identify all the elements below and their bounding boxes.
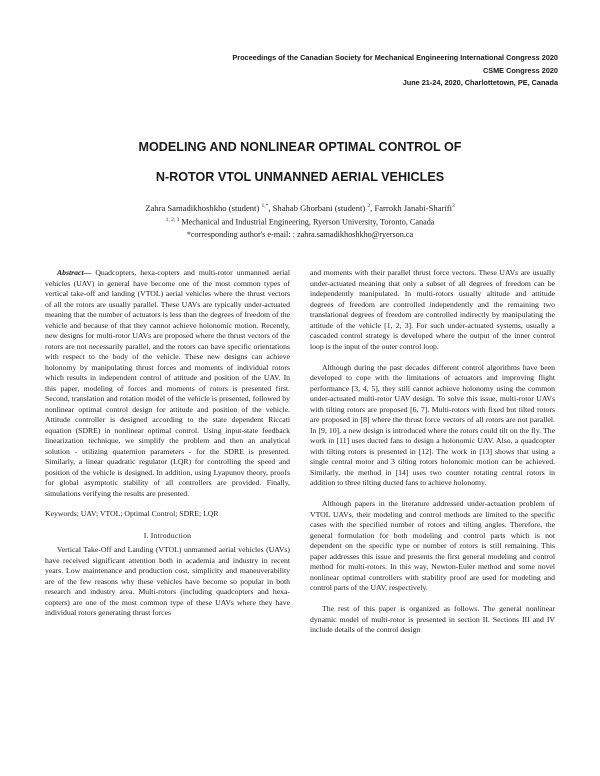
affiliation-sup: 1, 2, 3 bbox=[165, 216, 180, 223]
date-location-line: June 21-24, 2020, Charlottetown, PE, Canada bbox=[402, 78, 558, 88]
corresponding-email: *corresponding author's e-mail: : zahra.samadikhoshkho@ryerson.ca bbox=[186, 229, 414, 239]
author-1-sup: 1,* bbox=[261, 203, 269, 209]
title-line-2: N-ROTOR VTOL UNMANNED AERIAL VEHICLES bbox=[155, 170, 445, 184]
proceedings-header bbox=[158, 52, 558, 90]
section-heading-introduction: I. Introduction bbox=[143, 530, 192, 540]
keywords: Keywords; UAV; VTOL; Optimal Control; SDRE; LQR bbox=[45, 509, 219, 518]
right-paragraph-1: and moments with their parallel thrust force vectors. These UAVs are usually under-actuated meaning that only a subset of all degrees of freedom can be independently manipulated. In multi-rotors usually altitude and attitude degrees of freedom are controlled independently and the remaining two translational degrees of freedom are controlled indirectly by manipulating the attitude of the vehicle [1, 2, 3]. For such under-actuated systems, usually a cascaded control strategy is developed where the output of the inner control loop is the input of the outer control loop. bbox=[310, 268, 555, 351]
abstract bbox=[45, 268, 290, 499]
author-2-sup: 2 bbox=[367, 203, 371, 209]
author-3: , Farrokh Janabi-Sharifi bbox=[370, 202, 453, 213]
abstract-text: Quadcopters, hexa-copters and multi-rotor unmanned aerial vehicles (UAV) in general have become one of the most common types of vertical take-off and landing (VTOL) aerial vehicles where the thrust vectors of all the rotors are usually parallel. These UAVs are typically under-actuated meaning that the number of actuators is less than the degrees of freedom of the vehicle and because of that they cannot achieve holonomic motion. Recently, new designs for multi-rotor UAVs are proposed where the thrust vectors of the rotors are not necessarily parallel, and the rotors can have specific orientations with respect to the body of the vehicle. These new designs can achieve holonomy by manipulating thrust forces and moments of individual rotors which results in independent control of attitude and position of the UAV. In this paper, modeling of forces and moments of rotors is presented first. Second, translation and rotation model of the vehicle is presented, followed by nonlinear optimal control design for attitude and position of the vehicle. Attitude controller is designed according to the state dependent Riccati equation (SDRE) in nonlinear optimal control. Using input-state feedback linearization technique, we simplify the problem and then an analytical solution - utilizing quaternion parameters - for the SDRE is presented. Similarly, a linear quadratic regulator (LQR) for controlling the speed and position of the vehicle is designed. In addition, using Lyapunov theory, proofs for global asymptotic stability of all controllers are provided. Finally, simulations verifying the results are presented. bbox=[45, 268, 290, 498]
right-paragraph-3: Although papers in the literature addressed under-actuation problem of VTOL UAVs, their modeling and control methods are limited to the specific cases with the specified number of rotors and tilting angles. Therefore, the general formulation for both modeling and control parts which is not dependent on the specific type or number of rotors is still remaining. This paper addresses this issue and presents the first general modeling and control method for multi-rotors. In this way, Newton-Euler method and some novel nonlinear optimal controllers with stability proof are used for modeling and control parts of the UAV, respectively. bbox=[310, 499, 555, 592]
author-1: Zahra Samadikhoshkho (student) bbox=[145, 202, 260, 213]
proceedings-line: Proceedings of the Canadian Society for Mechanical Engineering International Congress 2020 bbox=[232, 53, 558, 62]
right-paragraph-2: Although during the past decades different control algorithms have been developed to cope with the limitations of actuators and improving flight performance [3, 4, 5], they still cannot achieve holonomy using the common under-actuated multi-rotor UAV design. To solve this issue, multi-rotor UAVs with tilting rotors are proposed [6, 7]. Multi-rotors with fixed but tilted rotors are proposed in [8] where the thrust force vectors of all rotors are not parallel. In [9, 10], a new design is introduced where the rotors could tilt on the fly. The work in [11] uses ducted fans to design a holonomic UAV. Also, a quadcopter with tilting rotors is presented in [12]. The work in [13] shows that using a single central motor and 3 tilting rotors holonomic motion can be achieved. Similarly, the method in [14] uses two counter rotating central rotors in addition to three tilting ducted fans to achieve holonomy. bbox=[310, 362, 555, 487]
author-3-sup: 3 bbox=[452, 203, 455, 209]
title-line-1: MODELING AND NONLINEAR OPTIMAL CONTROL OF bbox=[138, 140, 462, 154]
right-paragraph-4: The rest of this paper is organized as follows. The general nonlinear dynamic model of multi-rotor is presented in section II. Sections III and IV include details of the control design bbox=[310, 604, 555, 634]
affiliation-text: Mechanical and Industrial Engineering, Ryerson University, Toronto, Canada bbox=[181, 217, 435, 227]
intro-paragraph: Vertical Take-Off and Landing (VTOL) unmanned aerial vehicles (UAVs) have received significant attention both in academia and industry in recent years. Low maintenance and production cost, simplicity and maneuverability are of the few reasons why these vehicles have become so popular in both research and industry area. Multi-rotors (including quadcopters and hexa-copters) are one of the most common type of these UAVs where they have individual rotors generating thrust forces bbox=[45, 545, 290, 617]
left-column bbox=[45, 268, 290, 619]
abstract-lead: Abstract— bbox=[57, 268, 92, 277]
author-names bbox=[0, 200, 600, 214]
right-column bbox=[310, 268, 555, 636]
paper-title bbox=[0, 132, 600, 192]
author-2: , Shahab Ghorbani (student) bbox=[268, 202, 366, 213]
affiliation bbox=[0, 214, 600, 229]
author-block bbox=[0, 200, 600, 241]
congress-line: CSME Congress 2020 bbox=[482, 65, 558, 75]
